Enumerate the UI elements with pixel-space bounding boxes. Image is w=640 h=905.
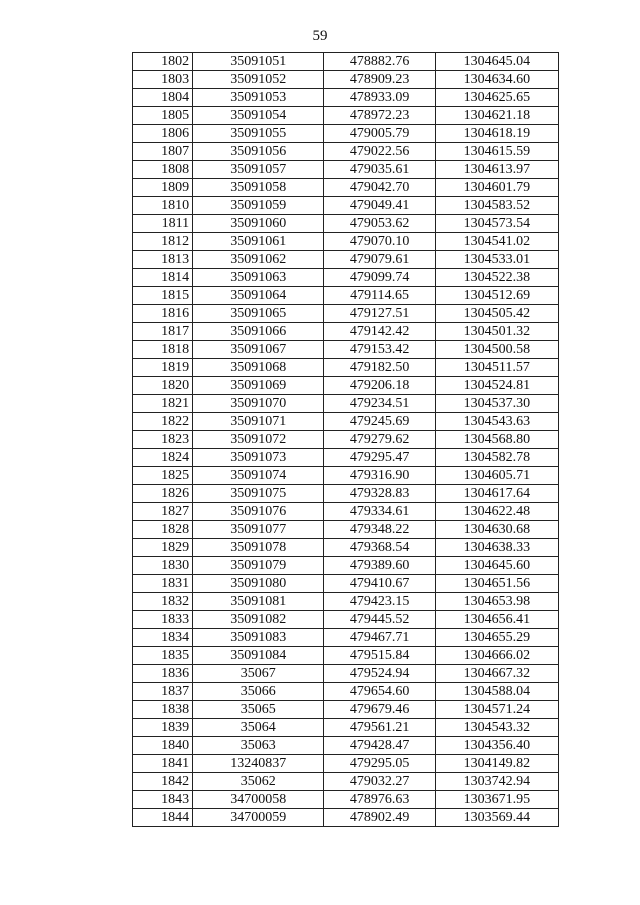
coordinate-y-cell: 1304505.42	[435, 305, 558, 323]
point-id-cell: 35091081	[193, 593, 324, 611]
coordinate-x-cell: 479295.05	[324, 755, 435, 773]
point-id-cell: 35091057	[193, 161, 324, 179]
coordinate-x-cell: 479654.60	[324, 683, 435, 701]
table-row	[133, 575, 559, 593]
point-id-cell: 35091070	[193, 395, 324, 413]
coordinates-table	[132, 52, 559, 827]
row-number-cell: 1827	[133, 503, 193, 521]
coordinate-y-cell: 1304149.82	[435, 755, 558, 773]
point-id-cell: 35091078	[193, 539, 324, 557]
coordinate-y-cell: 1304656.41	[435, 611, 558, 629]
table-row	[133, 215, 559, 233]
coordinate-x-cell: 478976.63	[324, 791, 435, 809]
coordinate-x-cell: 479328.83	[324, 485, 435, 503]
coordinate-y-cell: 1304543.32	[435, 719, 558, 737]
coordinate-x-cell: 479295.47	[324, 449, 435, 467]
table-row	[133, 233, 559, 251]
row-number-cell: 1813	[133, 251, 193, 269]
point-id-cell: 35091077	[193, 521, 324, 539]
coordinate-x-cell: 479316.90	[324, 467, 435, 485]
table-row	[133, 251, 559, 269]
coordinate-y-cell: 1304625.65	[435, 89, 558, 107]
table-row	[133, 683, 559, 701]
point-id-cell: 35091069	[193, 377, 324, 395]
coordinate-x-cell: 479334.61	[324, 503, 435, 521]
table-row	[133, 413, 559, 431]
row-number-cell: 1817	[133, 323, 193, 341]
coordinate-x-cell: 478933.09	[324, 89, 435, 107]
point-id-cell: 35091053	[193, 89, 324, 107]
row-number-cell: 1842	[133, 773, 193, 791]
coordinate-x-cell: 479005.79	[324, 125, 435, 143]
coordinate-y-cell: 1304618.19	[435, 125, 558, 143]
row-number-cell: 1814	[133, 269, 193, 287]
coordinate-x-cell: 479142.42	[324, 323, 435, 341]
coordinate-x-cell: 479182.50	[324, 359, 435, 377]
table-row	[133, 107, 559, 125]
coordinate-x-cell: 479035.61	[324, 161, 435, 179]
table-row	[133, 179, 559, 197]
point-id-cell: 35091059	[193, 197, 324, 215]
row-number-cell: 1834	[133, 629, 193, 647]
table-row	[133, 809, 559, 827]
table-row	[133, 197, 559, 215]
row-number-cell: 1808	[133, 161, 193, 179]
coordinate-y-cell: 1304653.98	[435, 593, 558, 611]
point-id-cell: 35091054	[193, 107, 324, 125]
coordinate-x-cell: 479114.65	[324, 287, 435, 305]
table-row	[133, 323, 559, 341]
coordinate-x-cell: 479042.70	[324, 179, 435, 197]
coordinate-x-cell: 479679.46	[324, 701, 435, 719]
coordinate-x-cell: 479127.51	[324, 305, 435, 323]
coordinate-y-cell: 1304621.18	[435, 107, 558, 125]
coordinate-x-cell: 479099.74	[324, 269, 435, 287]
point-id-cell: 35091074	[193, 467, 324, 485]
table-row	[133, 287, 559, 305]
row-number-cell: 1806	[133, 125, 193, 143]
point-id-cell: 35091076	[193, 503, 324, 521]
coordinate-y-cell: 1304501.32	[435, 323, 558, 341]
row-number-cell: 1821	[133, 395, 193, 413]
coordinate-y-cell: 1304666.02	[435, 647, 558, 665]
row-number-cell: 1843	[133, 791, 193, 809]
coordinate-y-cell: 1304524.81	[435, 377, 558, 395]
point-id-cell: 35091051	[193, 53, 324, 71]
coordinate-y-cell: 1304613.97	[435, 161, 558, 179]
point-id-cell: 35091067	[193, 341, 324, 359]
row-number-cell: 1836	[133, 665, 193, 683]
coordinate-y-cell: 1304622.48	[435, 503, 558, 521]
coordinate-x-cell: 479515.84	[324, 647, 435, 665]
table-row	[133, 611, 559, 629]
point-id-cell: 35091080	[193, 575, 324, 593]
row-number-cell: 1815	[133, 287, 193, 305]
point-id-cell: 35067	[193, 665, 324, 683]
table-row	[133, 431, 559, 449]
row-number-cell: 1802	[133, 53, 193, 71]
coordinate-y-cell: 1304638.33	[435, 539, 558, 557]
table-row	[133, 161, 559, 179]
point-id-cell: 35091068	[193, 359, 324, 377]
table-row	[133, 665, 559, 683]
point-id-cell: 35091056	[193, 143, 324, 161]
point-id-cell: 35064	[193, 719, 324, 737]
page-number: 59	[312, 28, 328, 44]
row-number-cell: 1832	[133, 593, 193, 611]
coordinate-y-cell: 1304615.59	[435, 143, 558, 161]
point-id-cell: 35062	[193, 773, 324, 791]
coordinate-x-cell: 479234.51	[324, 395, 435, 413]
coordinate-x-cell: 479428.47	[324, 737, 435, 755]
coordinate-y-cell: 1304630.68	[435, 521, 558, 539]
point-id-cell: 35065	[193, 701, 324, 719]
point-id-cell: 35091062	[193, 251, 324, 269]
point-id-cell: 35091060	[193, 215, 324, 233]
coordinate-y-cell: 1304537.30	[435, 395, 558, 413]
coordinate-y-cell: 1303742.94	[435, 773, 558, 791]
point-id-cell: 35091075	[193, 485, 324, 503]
row-number-cell: 1820	[133, 377, 193, 395]
point-id-cell: 35091061	[193, 233, 324, 251]
coordinate-y-cell: 1304634.60	[435, 71, 558, 89]
point-id-cell: 35091082	[193, 611, 324, 629]
point-id-cell: 35091079	[193, 557, 324, 575]
row-number-cell: 1803	[133, 71, 193, 89]
coordinate-x-cell: 478902.49	[324, 809, 435, 827]
table-row	[133, 773, 559, 791]
coordinate-y-cell: 1304522.38	[435, 269, 558, 287]
coordinate-x-cell: 479389.60	[324, 557, 435, 575]
row-number-cell: 1809	[133, 179, 193, 197]
table-row	[133, 503, 559, 521]
point-id-cell: 35091073	[193, 449, 324, 467]
coordinate-y-cell: 1304655.29	[435, 629, 558, 647]
row-number-cell: 1819	[133, 359, 193, 377]
coordinate-x-cell: 479079.61	[324, 251, 435, 269]
coordinate-x-cell: 479467.71	[324, 629, 435, 647]
table-row	[133, 341, 559, 359]
table-row	[133, 521, 559, 539]
coordinate-y-cell: 1304645.04	[435, 53, 558, 71]
point-id-cell: 34700059	[193, 809, 324, 827]
row-number-cell: 1804	[133, 89, 193, 107]
table-row	[133, 53, 559, 71]
row-number-cell: 1833	[133, 611, 193, 629]
coordinate-x-cell: 478882.76	[324, 53, 435, 71]
row-number-cell: 1812	[133, 233, 193, 251]
coordinate-y-cell: 1304667.32	[435, 665, 558, 683]
point-id-cell: 35063	[193, 737, 324, 755]
coordinate-y-cell: 1304617.64	[435, 485, 558, 503]
coordinate-x-cell: 479245.69	[324, 413, 435, 431]
point-id-cell: 35091083	[193, 629, 324, 647]
point-id-cell: 13240837	[193, 755, 324, 773]
coordinate-x-cell: 479153.42	[324, 341, 435, 359]
row-number-cell: 1828	[133, 521, 193, 539]
point-id-cell: 35091064	[193, 287, 324, 305]
coordinate-x-cell: 478972.23	[324, 107, 435, 125]
coordinate-y-cell: 1304645.60	[435, 557, 558, 575]
table-row	[133, 755, 559, 773]
point-id-cell: 35066	[193, 683, 324, 701]
coordinate-x-cell: 479206.18	[324, 377, 435, 395]
coordinate-x-cell: 479561.21	[324, 719, 435, 737]
coordinate-y-cell: 1304500.58	[435, 341, 558, 359]
coordinate-y-cell: 1304651.56	[435, 575, 558, 593]
row-number-cell: 1811	[133, 215, 193, 233]
table-row	[133, 539, 559, 557]
table-row	[133, 71, 559, 89]
row-number-cell: 1810	[133, 197, 193, 215]
row-number-cell: 1829	[133, 539, 193, 557]
coordinate-y-cell: 1304573.54	[435, 215, 558, 233]
row-number-cell: 1807	[133, 143, 193, 161]
coordinate-y-cell: 1303569.44	[435, 809, 558, 827]
point-id-cell: 35091058	[193, 179, 324, 197]
coordinate-y-cell: 1304571.24	[435, 701, 558, 719]
row-number-cell: 1825	[133, 467, 193, 485]
row-number-cell: 1835	[133, 647, 193, 665]
table-row	[133, 719, 559, 737]
table-row	[133, 377, 559, 395]
row-number-cell: 1830	[133, 557, 193, 575]
coordinate-y-cell: 1304601.79	[435, 179, 558, 197]
coordinate-x-cell: 479279.62	[324, 431, 435, 449]
row-number-cell: 1837	[133, 683, 193, 701]
coordinate-y-cell: 1304543.63	[435, 413, 558, 431]
point-id-cell: 35091071	[193, 413, 324, 431]
row-number-cell: 1840	[133, 737, 193, 755]
point-id-cell: 35091052	[193, 71, 324, 89]
coordinate-y-cell: 1304588.04	[435, 683, 558, 701]
table-row	[133, 467, 559, 485]
coordinate-y-cell: 1304541.02	[435, 233, 558, 251]
table-row	[133, 125, 559, 143]
table-row	[133, 89, 559, 107]
table-row	[133, 647, 559, 665]
coordinate-x-cell: 479423.15	[324, 593, 435, 611]
coordinate-x-cell: 479348.22	[324, 521, 435, 539]
row-number-cell: 1824	[133, 449, 193, 467]
coordinate-y-cell: 1304511.57	[435, 359, 558, 377]
coordinate-x-cell: 479022.56	[324, 143, 435, 161]
point-id-cell: 35091065	[193, 305, 324, 323]
coordinate-x-cell: 479410.67	[324, 575, 435, 593]
table-row	[133, 737, 559, 755]
row-number-cell: 1823	[133, 431, 193, 449]
row-number-cell: 1844	[133, 809, 193, 827]
coordinate-y-cell: 1304356.40	[435, 737, 558, 755]
coordinate-y-cell: 1304605.71	[435, 467, 558, 485]
coordinate-x-cell: 479070.10	[324, 233, 435, 251]
coordinate-x-cell: 479445.52	[324, 611, 435, 629]
row-number-cell: 1816	[133, 305, 193, 323]
table-row	[133, 629, 559, 647]
coordinate-x-cell: 479049.41	[324, 197, 435, 215]
coordinate-y-cell: 1304583.52	[435, 197, 558, 215]
row-number-cell: 1841	[133, 755, 193, 773]
row-number-cell: 1818	[133, 341, 193, 359]
row-number-cell: 1822	[133, 413, 193, 431]
point-id-cell: 35091055	[193, 125, 324, 143]
coordinate-x-cell: 478909.23	[324, 71, 435, 89]
table-row	[133, 593, 559, 611]
coordinate-y-cell: 1304512.69	[435, 287, 558, 305]
coordinate-y-cell: 1303671.95	[435, 791, 558, 809]
coordinate-y-cell: 1304582.78	[435, 449, 558, 467]
coordinate-x-cell: 479524.94	[324, 665, 435, 683]
table-row	[133, 557, 559, 575]
table-row	[133, 485, 559, 503]
point-id-cell: 34700058	[193, 791, 324, 809]
point-id-cell: 35091066	[193, 323, 324, 341]
row-number-cell: 1831	[133, 575, 193, 593]
table-row	[133, 395, 559, 413]
table-row	[133, 359, 559, 377]
coordinates-table-body	[133, 53, 559, 827]
table-row	[133, 143, 559, 161]
table-row	[133, 701, 559, 719]
coordinate-x-cell: 479032.27	[324, 773, 435, 791]
coordinate-x-cell: 479053.62	[324, 215, 435, 233]
point-id-cell: 35091072	[193, 431, 324, 449]
coordinate-x-cell: 479368.54	[324, 539, 435, 557]
table-row	[133, 269, 559, 287]
coordinate-y-cell: 1304533.01	[435, 251, 558, 269]
table-row	[133, 305, 559, 323]
table-row	[133, 449, 559, 467]
row-number-cell: 1826	[133, 485, 193, 503]
coordinate-y-cell: 1304568.80	[435, 431, 558, 449]
point-id-cell: 35091084	[193, 647, 324, 665]
row-number-cell: 1839	[133, 719, 193, 737]
row-number-cell: 1805	[133, 107, 193, 125]
point-id-cell: 35091063	[193, 269, 324, 287]
row-number-cell: 1838	[133, 701, 193, 719]
table-row	[133, 791, 559, 809]
